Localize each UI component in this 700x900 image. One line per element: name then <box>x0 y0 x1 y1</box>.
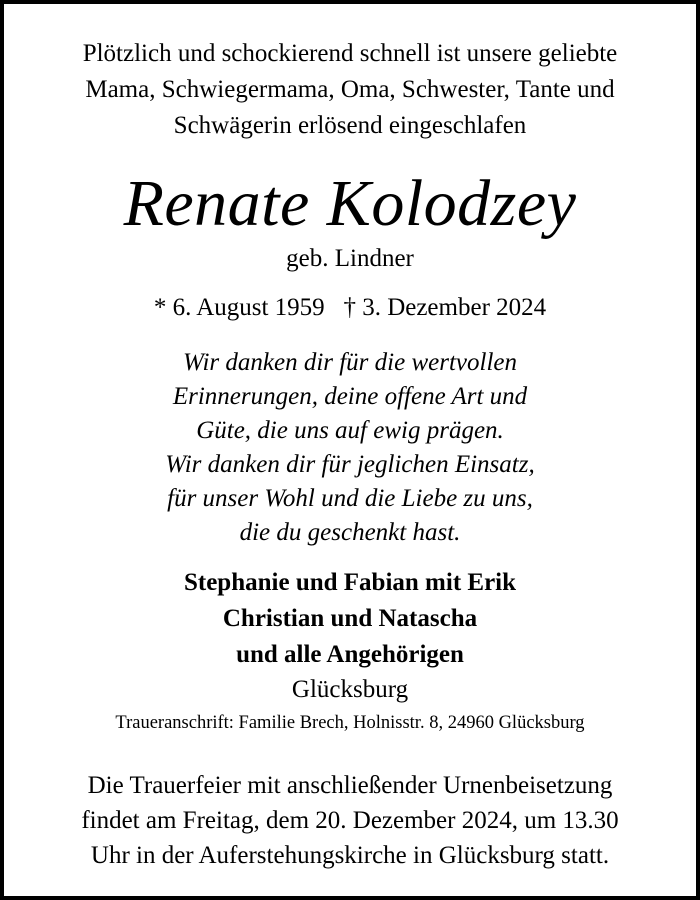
quote-line: Erinnerungen, deine offene Art und <box>172 383 528 410</box>
deceased-name: Renate Kolodzey <box>123 167 577 240</box>
quote-line: für unser Wohl und die Liebe zu uns, <box>167 485 533 512</box>
quote-line: die du geschenkt hast. <box>239 519 461 546</box>
mourner-line: Christian und Natascha <box>222 605 478 632</box>
quote-line: Wir danken dir für jeglichen Einsatz, <box>165 451 535 478</box>
quote-line: Wir danken dir für die wertvollen <box>183 349 517 376</box>
funeral-line: Die Trauerfeier mit anschließender Urnenbeisetzung <box>87 772 613 799</box>
intro-line: Schwägerin erlösend eingeschlafen <box>173 112 527 139</box>
mourning-address: Traueranschrift: Familie Brech, Holnisstr. 8, 24960 Glücksburg <box>115 713 585 733</box>
birth-date: * 6. August 1959 <box>153 294 325 321</box>
death-date: † 3. Dezember 2024 <box>343 294 547 321</box>
memorial-quote <box>4 346 696 550</box>
life-dates <box>4 290 696 326</box>
intro-line: Mama, Schwiegermama, Oma, Schwester, Tante und <box>85 76 615 103</box>
mourner-line: Stephanie und Fabian mit Erik <box>183 569 517 596</box>
maiden-name: geb. Lindner <box>286 245 414 272</box>
funeral-line: Uhr in der Auferstehungskirche in Glücksburg statt. <box>90 842 610 869</box>
mourner-line: und alle Angehörigen <box>236 641 464 668</box>
quote-line: Güte, die uns auf ewig prägen. <box>196 417 504 444</box>
intro-line: Plötzlich und schockierend schnell ist unsere geliebte <box>82 40 618 67</box>
funeral-info <box>4 768 696 873</box>
intro-text <box>4 36 696 144</box>
funeral-line: findet am Freitag, dem 20. Dezember 2024, um 13.30 <box>81 807 619 834</box>
mourners <box>4 565 696 673</box>
mourners-place: Glücksburg <box>291 676 409 703</box>
